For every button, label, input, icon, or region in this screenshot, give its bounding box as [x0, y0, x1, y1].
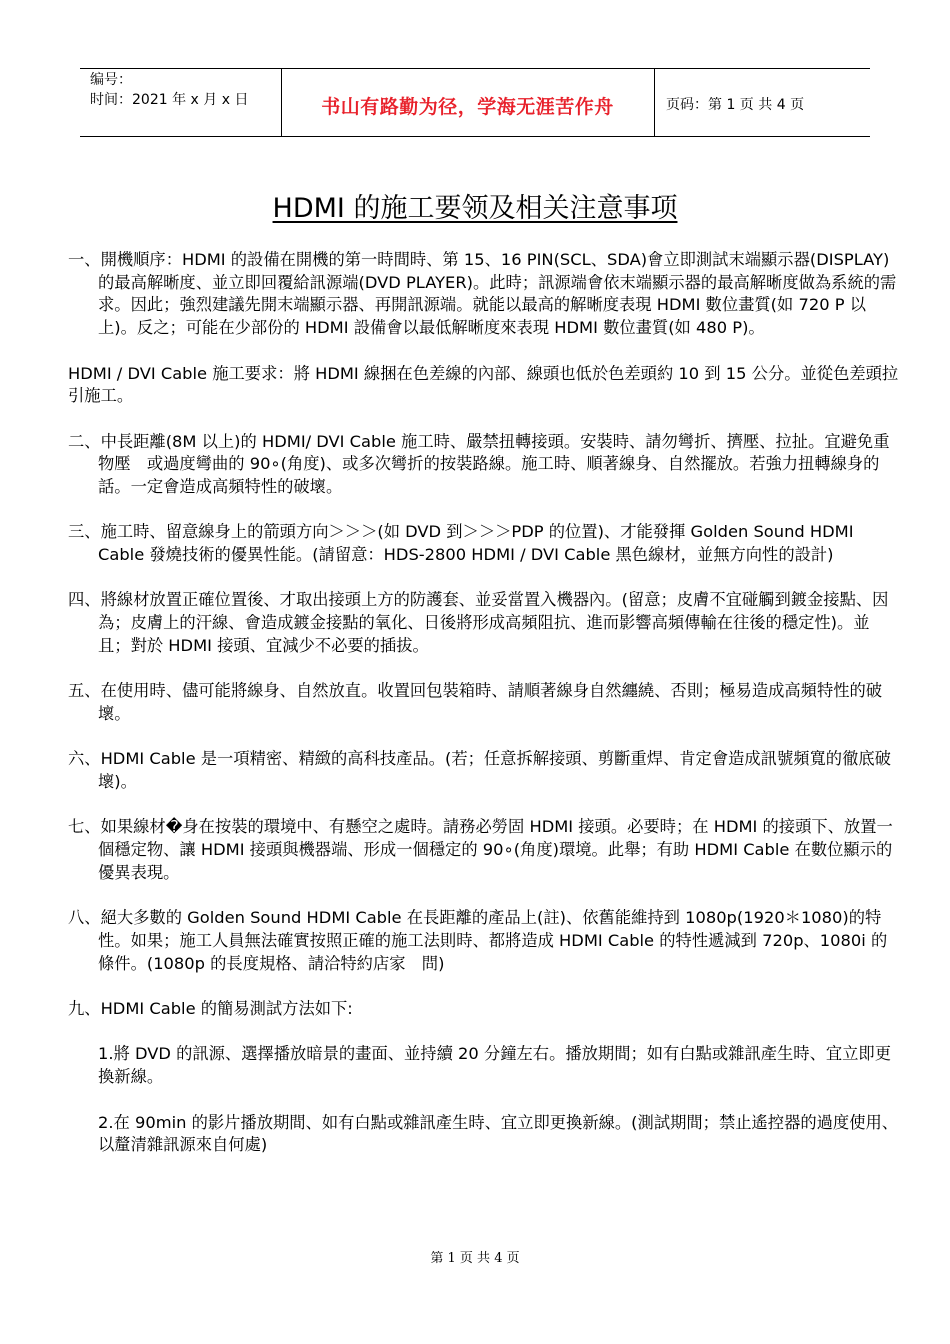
paragraph-6: 六、HDMI Cable 是一項精密、精緻的高科技產品。(若；任意拆解接頭、剪斷重焊、肯定會造成訊號頻寬的徹底破壞)。: [68, 749, 891, 792]
header-motto: 书山有路勤为径，学海无涯苦作舟: [321, 96, 614, 118]
paragraph-7: 七、如果線材�身在按裝的環境中、有懸空之處時。請務必勞固 HDMI 接頭。必要時；在 HDMI 的接頭下、放置一個穩定物、讓 HDMI 接頭與機器端、形成一個穩定的 90∘(角度)環境。此舉；有助 HDMI Cable 在數位顯示的優異表現。: [68, 817, 893, 882]
paragraph-8: 八、絕大多數的 Golden Sound HDMI Cable 在長距離的產品上(註)、依舊能維持到 1080p(1920＊1080)的特性。如果；施工人員無法確實按照正確的施工法則時、都將造成 HDMI Cable 的特性遞減到 720p、1080i 的條件。(1080p 的長度規格、請洽特約店家 問): [68, 908, 888, 973]
paragraph-1: 一、開機順序：HDMI 的設備在開機的第一時間時、第 15、16 PIN(SCL、SDA)會立即測試末端顯示器(DISPLAY)的最高解晰度、並立即回覆給訊源端(DVD PLAYER)。此時；訊源端會依末端顯示器的最高解晰度做為系統的需求。因此；強烈建議先開末端顯示器、再開訊源端。就能以最高的解晰度表現 HDMI 數位畫質(如 720 P 以上)。反之；可能在少部份的 HDMI 設備會以最低解晰度來表現 HDMI 數位畫質(如 480 P)。: [68, 250, 897, 338]
header-divider-right: [654, 68, 655, 136]
header-meta: [90, 70, 248, 110]
paragraph-5: 五、在使用時、儘可能將線身、自然放直。收置回包裝箱時、請順著線身自然纏繞、否則；極易造成高頻特性的破壞。: [68, 681, 883, 723]
document-number-label: 编号：: [90, 72, 132, 88]
paragraph-4: 四、將線材放置正確位置後、才取出接頭上方的防護套、並妥當置入機器內。(留意；皮膚不宜碰觸到鍍金接點、因為；皮膚上的汗線、會造成鍍金接點的氧化、日後將形成高頻阻抗、進而影響高頻傳輸在往後的穩定性)。並且；對於 HDMI 接頭、宜減少不必要的插拔。: [68, 590, 889, 655]
document-title: HDMI 的施工要领及相关注意事项: [272, 193, 678, 224]
document-date: 时间：2021 年 x 月 x 日: [90, 92, 249, 108]
test-step-2: 2.在 90min 的影片播放期間、如有白點或雜訊產生時、宜立即更換新線。(測試期間；禁止遙控器的過度使用、以釐清雜訊源來自何處): [98, 1112, 899, 1155]
paragraph-9: 九、HDMI Cable 的簡易測試方法如下:: [68, 999, 353, 1019]
document-body: [68, 249, 900, 1180]
test-step-1: 1.將 DVD 的訊源、選擇播放暗景的畫面、並持續 20 分鐘左右。播放期間；如有白點或雜訊產生時、宜立即更換新線。: [98, 1044, 891, 1087]
header-bottom-rule: [80, 136, 870, 137]
paragraph-3: 三、施工時、留意線身上的箭頭方向＞＞＞(如 DVD 到＞＞＞PDP 的位置)、才能發揮 Golden Sound HDMI Cable 發燒技術的優異性能。(請留意：HDS-2800 HDMI / DVI Cable 黑色線材，並無方向性的設計): [68, 522, 854, 565]
header-top-rule: [80, 68, 870, 69]
header-page-info: 页码：第 1 页 共 4 页: [666, 97, 805, 113]
page-footer: 第 1 页 共 4 页: [430, 1251, 520, 1266]
paragraph-2: 二、中長距離(8M 以上)的 HDMI/ DVI Cable 施工時、嚴禁扭轉接頭。安裝時、請勿彎折、擠壓、拉扯。宜避免重物壓 或過度彎曲的 90∘(角度)、或多次彎折的按裝路線。施工時、順著線身、自然擺放。若強力扭轉線身的話。一定會造成高頻特性的破壞。: [68, 431, 890, 496]
paragraph-cable-requirement: HDMI / DVI Cable 施工要求：將 HDMI 線捆在色差線的內部、線頭也低於色差頭約 10 到 15 公分。並從色差頭拉引施工。: [68, 363, 899, 406]
